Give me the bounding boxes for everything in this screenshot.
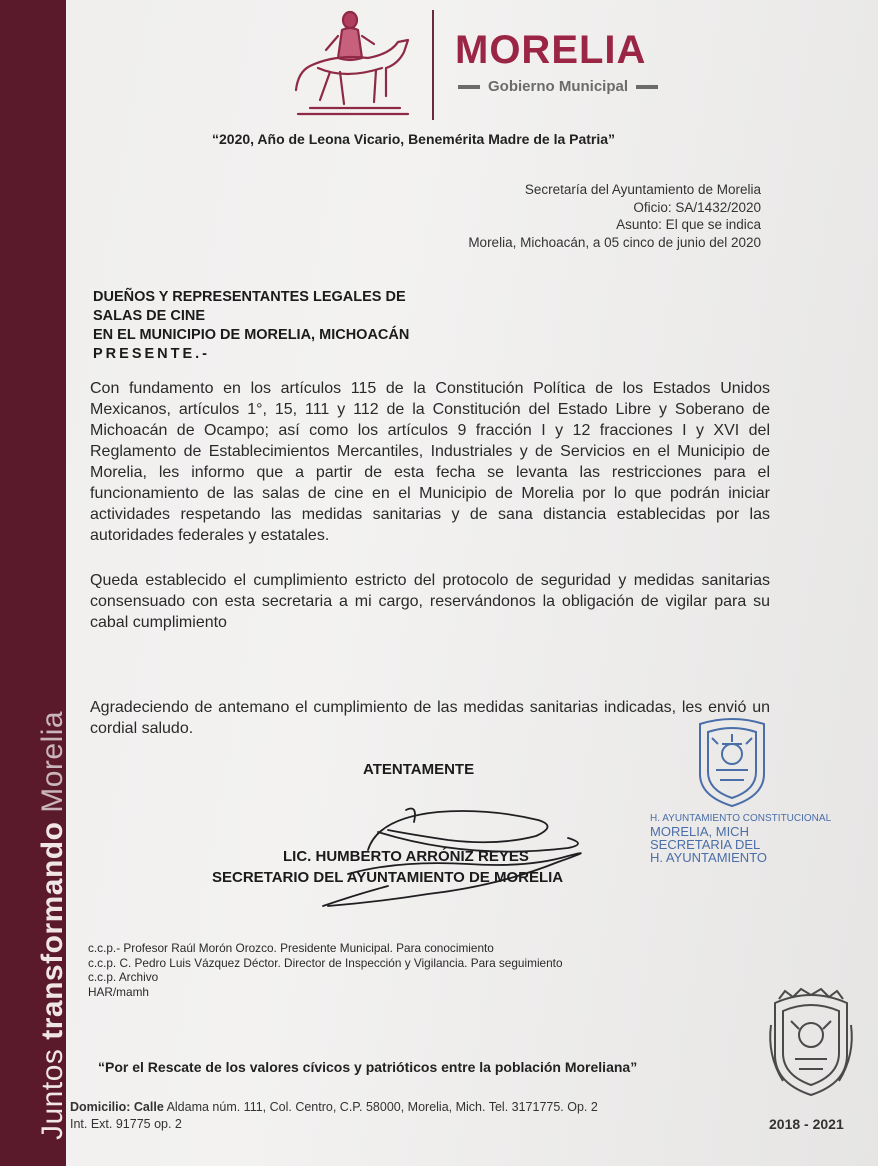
body-paragraph-3: Agradeciendo de antemano el cumplimiento de las medidas sanitarias indicadas, les envió un cordial saludo. [90, 699, 770, 737]
logo-divider [432, 10, 434, 120]
sidebar-word-morelia: Morelia [36, 710, 69, 822]
subtitle-bar-right [636, 85, 658, 89]
address-line-2: Int. Ext. 91775 op. 2 [70, 1116, 182, 1131]
address-details: Aldama núm. 111, Col. Centro, C.P. 58000, Morelia, Mich. Tel. 3171775. Op. 2 [163, 1100, 598, 1114]
closing-atentamente: ATENTAMENTE [363, 761, 475, 778]
body-paragraph-1: Con fundamento en los artículos 115 de la Constitución Política de los Estados Unidos Mexicanos, artículos 1°, 15, 111 y 112 de la Constitución del Estado Libre y Soberano de Michoacán de Ocampo; así como los artículos 9 fracción I y 12 fracciones I y XVI del Reglamento de Establecimientos Mercantiles, Industriales y de Servicios en el Municipio de Morelia, les informo que a partir de esta fecha se levanta las restricciones para el funcionamiento de las salas de cine en el Municipio de Morelia por lo que podrán iniciar actividades respetando las medidas sanitarias y de sana distancia establecidas por las autoridades federales y estatales. [90, 380, 770, 544]
municipal-crest-icon [765, 985, 857, 1097]
sidebar-word-transformando: transformando [36, 821, 69, 1040]
sidebar-word-juntos: Juntos [36, 1039, 69, 1140]
sidebar-band [0, 0, 69, 1166]
administration-years: 2018 - 2021 [769, 1116, 844, 1132]
address-label: Domicilio: Calle [70, 1100, 164, 1114]
recipient-line-2: SALAS DE CINE [93, 308, 205, 324]
official-seal-icon [692, 714, 772, 809]
stamp-line-4: H. AYUNTAMIENTO [650, 850, 768, 865]
recipient-line-4: PRESENTE.- [93, 346, 211, 362]
signer-name: LIC. HUMBERTO ARRÓNIZ REYES [283, 848, 529, 865]
header-oficio: Oficio: SA/1432/2020 [633, 199, 761, 215]
signer-title: SECRETARIO DEL AYUNTAMIENTO DE MORELIA [212, 869, 564, 886]
recipient-line-1: DUEÑOS Y REPRESENTANTES LEGALES DE [93, 289, 406, 305]
ccp-line-1: c.c.p.- Profesor Raúl Morón Orozco. Presidente Municipal. Para conocimiento [88, 941, 494, 955]
document-header-info [380, 181, 761, 251]
handwritten-signature [318, 790, 608, 915]
stamp-line-3: SECRETARIA DEL [650, 837, 761, 852]
recipient-line-3: EN EL MUNICIPIO DE MORELIA, MICHOACÁN [93, 327, 410, 343]
body-paragraph-2: Queda establecido el cumplimiento estricto del protocolo de seguridad y medidas sanitarias consensuado con esta secretaria a mi cargo, reservándonos la obligación de vigilar para su cabal cumplimiento [90, 572, 770, 631]
year-motto: “2020, Año de Leona Vicario, Benemérita Madre de la Patria” [212, 131, 616, 147]
ccp-line-3: c.c.p. Archivo [88, 970, 159, 985]
stamp-line-2: MORELIA, MICH [650, 824, 749, 839]
logo-title: MORELIA [455, 28, 647, 72]
equestrian-logo-icon [290, 6, 415, 121]
header-date: Morelia, Michoacán, a 05 cinco de junio del 2020 [468, 234, 761, 250]
sidebar-slogan [36, 711, 70, 1140]
footer-address [70, 1099, 598, 1132]
logo-subtitle [458, 78, 668, 95]
recipient-block [93, 288, 409, 364]
logo-subtitle-text: Gobierno Municipal [488, 78, 629, 95]
stamp-line-1: H. AYUNTAMIENTO CONSTITUCIONAL [650, 813, 832, 824]
ccp-initials: HAR/mamh [88, 984, 149, 999]
header-office: Secretaría del Ayuntamiento de Morelia [524, 182, 761, 197]
official-stamp [650, 812, 831, 864]
subtitle-bar-left [458, 85, 480, 89]
footer-motto: “Por el Rescate de los valores cívicos y patrióticos entre la población Moreliana” [98, 1059, 638, 1075]
ccp-line-2: c.c.p. C. Pedro Luis Vázquez Déctor. Director de Inspección y Vigilancia. Para seguimiento [88, 955, 563, 970]
copies-block [88, 941, 563, 999]
address-line-1 [70, 1099, 598, 1116]
header-asunto: Asunto: El que se indica [616, 217, 761, 232]
